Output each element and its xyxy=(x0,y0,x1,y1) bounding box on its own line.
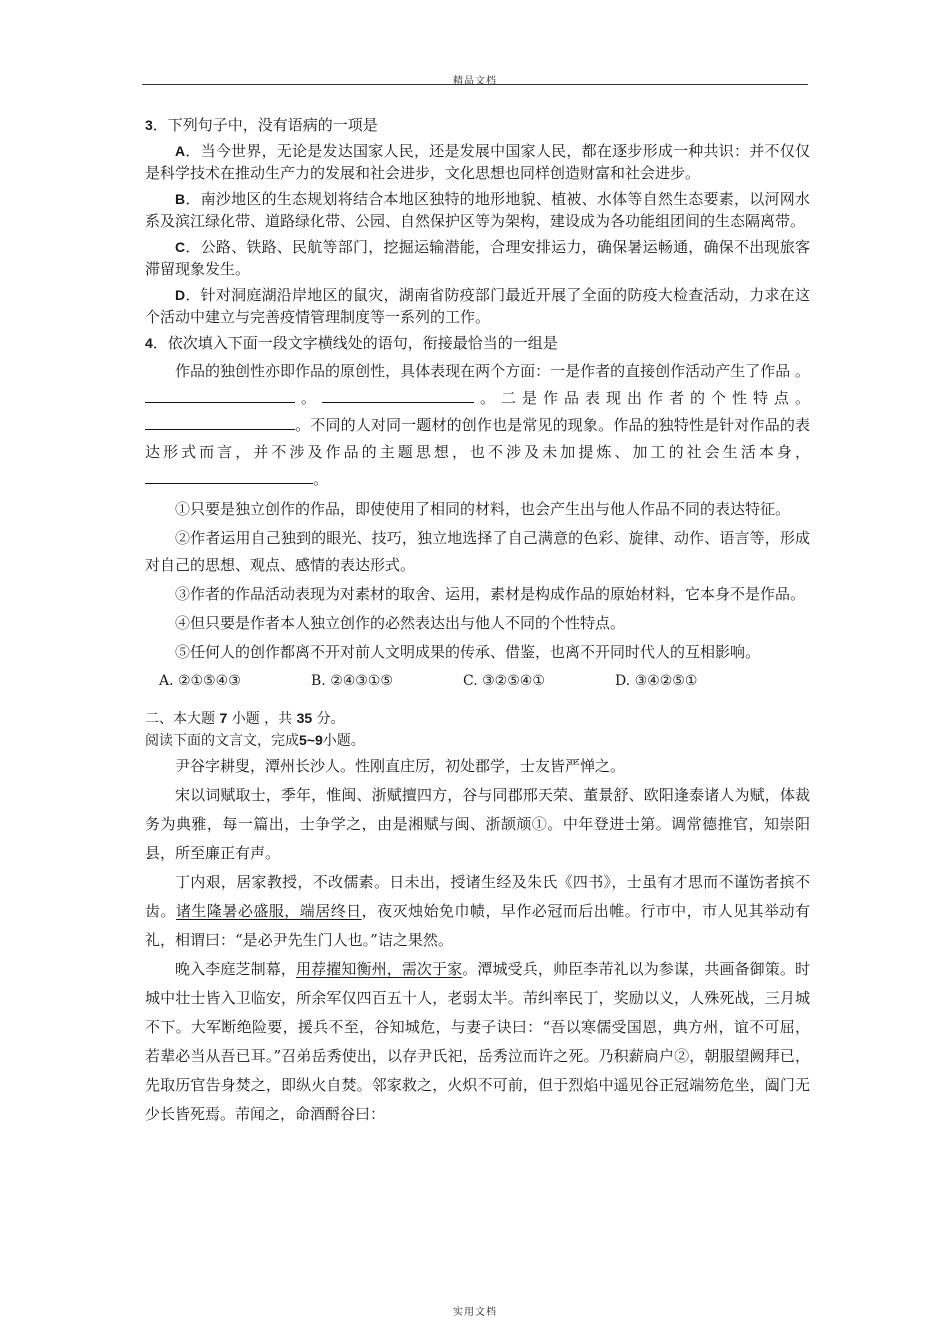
section-2-title xyxy=(145,708,810,730)
section-title-text: 二、本大题 xyxy=(145,711,215,727)
passage-text: 。 xyxy=(295,389,322,407)
question-3-stem xyxy=(145,114,810,136)
passage-text: 。不同的人对同一题材的创作也是常见的现象。作品的独特性是针对作品的表达形式而言，并不涉及作品的主题思想，也不涉及未加提炼、加工的社会生活本身， xyxy=(145,416,810,461)
q4-choices xyxy=(159,668,810,694)
option-text: ．公路、铁路、民航等部门，挖掘运输潜能，合理安排运力，确保暑运畅通，确保不出现旅客滞留现象发生。 xyxy=(145,238,810,278)
document-body xyxy=(145,114,810,1129)
header-rule xyxy=(142,84,808,85)
option-label: D xyxy=(175,287,186,303)
classical-para-2: 宋以词赋取士，季年，惟闽、浙赋擅四方，谷与同郡邢天荣、董景舒、欧阳逢泰诸人为赋，体裁务为典雅，每一篇出，士争学之，由是湘赋与闽、浙颉颃①。中年登进士第。调常德推官，知崇阳县，所至廉正有声。 xyxy=(145,786,810,862)
option-text: ．针对洞庭湖沿岸地区的鼠灾，湖南省防疫部门最近开展了全面的防疫大检查活动，力求在这个活动中建立与完善疫情管理制度等一系列的工作。 xyxy=(145,286,810,326)
question-stem-text: ．依次填入下面一段文字横线处的语句，衔接最恰当的一组是 xyxy=(152,334,558,352)
underlined-sentence-1: 诸生隆暑必盛服，端居终日 xyxy=(175,902,362,920)
choice-b: B. ②④③①⑤ xyxy=(311,673,393,689)
classical-text: 。潭城受兵，帅臣李芾礼以为参谋，共画备御策。时城中壮士皆入卫临安，所余军仅四百五十人，老弱太半。芾纠率民丁，奖励以义，人殊死战，三月城不下。大军断绝险要，援兵不至，谷知城危，与妻子诀曰：“吾以寒儒受国恩，典方州，谊不可屈，若辈必当从吾已耳。”召弟岳秀使出，以存尹氏祀，岳秀泣而许之死。乃积薪扃户②，朝服望阙拜已，先取历官告身焚之，即纵火自焚。邻家救之，火炽不可前，但于烈焰中遥见谷正冠端笏危坐，阖门无少长皆死焉。芾闻之，命酒酹谷曰： xyxy=(145,960,810,1123)
option-label: A xyxy=(175,143,186,159)
option-label: C xyxy=(175,239,186,255)
score-total: 35 xyxy=(296,710,313,726)
fill-blank-3 xyxy=(145,415,295,430)
page-footer: 实用文档 xyxy=(453,1307,497,1318)
section-title-text: 分。 xyxy=(316,711,345,727)
q4-item-5: ⑤任何人的创作都离不开对前人文明成果的传承、借鉴，也离不开同时代人的互相影响。 xyxy=(175,643,761,661)
q4-item-3: ③作者的作品活动表现为对素材的取舍、运用，素材是构成作品的原始材料，它本身不是作品。 xyxy=(175,585,806,603)
classical-para-1: 尹谷字耕叟，潭州长沙人。性刚直庄厉，初处郡学，士友皆严惮之。 xyxy=(175,757,626,775)
choice-a: A. ②①⑤④③ xyxy=(159,673,241,689)
fill-blank-4 xyxy=(145,469,313,484)
classical-text: 晚入李庭芝制幕， xyxy=(175,960,296,978)
section-2-instruction xyxy=(145,730,810,752)
question-stem-text: ．下列句子中，没有语病的一项是 xyxy=(152,116,378,134)
question-range: 5~9 xyxy=(299,732,323,748)
question-4-stem xyxy=(145,332,810,354)
q3-option-d xyxy=(145,284,810,328)
q3-option-b xyxy=(145,188,810,232)
question-count: 7 xyxy=(219,710,228,726)
passage-text: 。二是作品表现出作者的个性特点。 xyxy=(474,389,810,407)
q3-option-c xyxy=(145,236,810,280)
classical-text: 丁内艰，居家教授，不改儒素。日未出，授诸生经及朱氏《四书》，士虽有才思而不谨饬者摈不齿。 xyxy=(145,873,810,920)
choice-d: D. ③④②⑤① xyxy=(615,673,698,689)
section-title-text: 小题 ，共 xyxy=(231,711,293,727)
passage-text: 作品的独创性亦即作品的原创性，具体表现在两个方面：一是作者的直接创作活动产生了作品 。 xyxy=(175,362,810,380)
classical-para-3 xyxy=(145,868,810,955)
option-text: ．南沙地区的生态规划将结合本地区独特的地形地貌、植被、水体等自然生态要素，以河网水系及滨江绿化带、道路绿化带、公园、自然保护区等为架构，建设成为各功能组团间的生态隔离带。 xyxy=(145,190,810,230)
instruction-text: 阅读下面的文言文，完成 xyxy=(145,733,299,749)
option-label: B xyxy=(175,191,186,207)
q4-item-4: ④但只要是作者本人独立创作的必然表达出与他人不同的个性特点。 xyxy=(175,614,626,632)
q3-option-a xyxy=(145,140,810,184)
q4-passage xyxy=(145,358,810,493)
fill-blank-1 xyxy=(145,388,295,403)
instruction-text: 小题。 xyxy=(322,733,365,749)
classical-text: ，夜灭烛始免巾帻，早作必冠而后出帷。行市中，市人见其举动有礼，相谓曰：“是必尹先生门人也。”诘之果然。 xyxy=(145,902,810,949)
fill-blank-2 xyxy=(322,388,474,403)
q4-item-2: ②作者运用自己独到的眼光、技巧，独立地选择了自己满意的色彩、旋律、动作、语言等，形成对自己的思想、观点、感情的表达形式。 xyxy=(145,529,810,574)
q4-item-1: ①只要是独立创作的作品，即使使用了相同的材料，也会产生出与他人作品不同的表达特征。 xyxy=(175,500,791,518)
question-number: 4 xyxy=(145,335,153,351)
classical-para-4 xyxy=(145,955,810,1129)
underlined-sentence-2: 用荐擢知衡州，需次于家 xyxy=(295,960,463,978)
passage-text: 。 xyxy=(313,470,329,488)
option-text: ．当今世界，无论是发达国家人民，还是发展中国家人民，都在逐步形成一种共识：并不仅仅是科学技术在推动生产力的发展和社会进步，文化思想也同样创造财富和社会进步。 xyxy=(145,142,810,182)
question-number: 3 xyxy=(145,117,153,133)
page-header: 精品文档 xyxy=(453,76,497,87)
choice-c: C. ③②⑤④① xyxy=(463,673,545,689)
